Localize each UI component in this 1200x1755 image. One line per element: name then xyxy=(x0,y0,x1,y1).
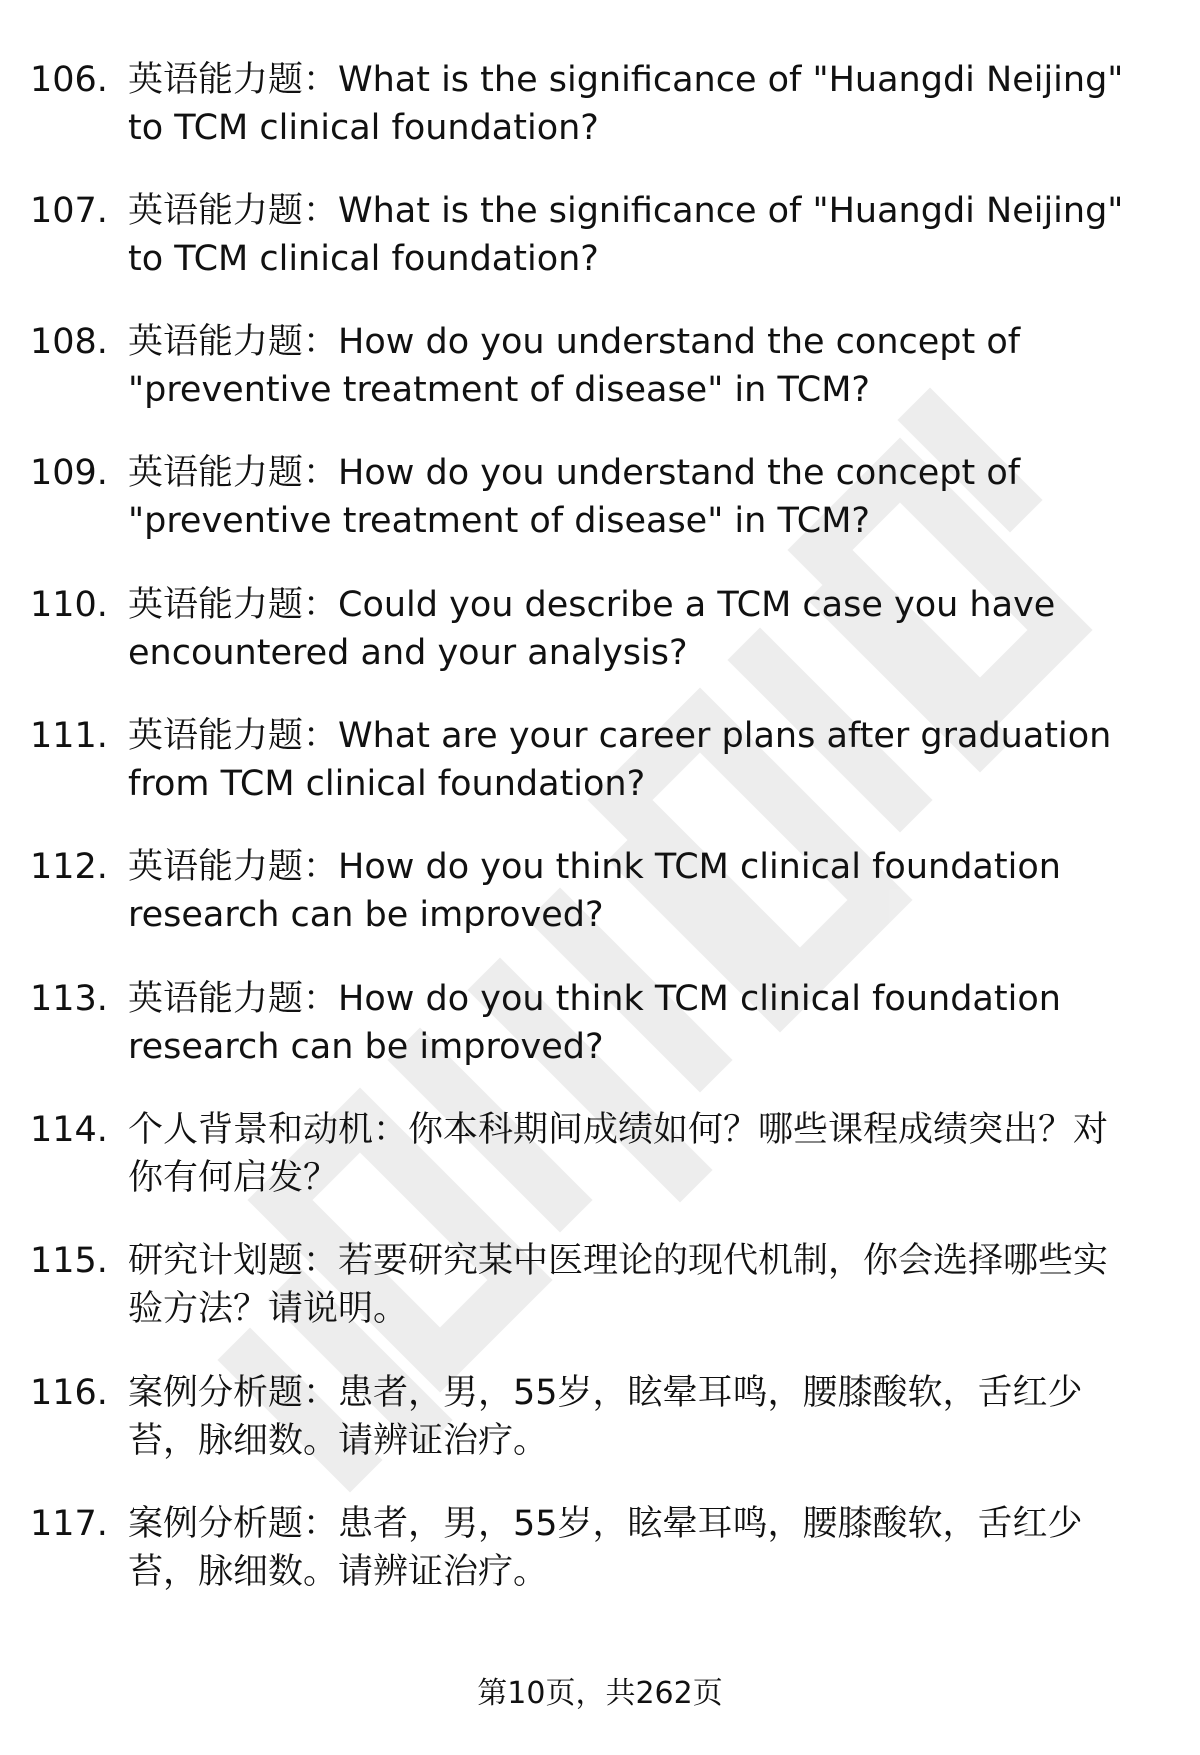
question-item-111 xyxy=(0,712,1200,832)
question-text-line-1: 案例分析题：患者，男，55岁，眩晕耳鸣，腰膝酸软，舌红少 xyxy=(128,1373,1083,1413)
question-number: 110. xyxy=(30,585,108,625)
question-number: 115. xyxy=(30,1241,108,1281)
page-number-footer: 第10页，共262页 xyxy=(477,1676,723,1711)
question-number: 113. xyxy=(30,979,108,1019)
question-text-line-2: research can be improved? xyxy=(128,1027,604,1067)
question-text-line-2: to TCM clinical foundation? xyxy=(128,108,599,148)
question-number: 108. xyxy=(30,322,108,362)
question-number: 106. xyxy=(30,60,108,100)
question-text-line-1: 英语能力题：What is the significance of "Huangdi Neijing" xyxy=(128,191,1124,231)
question-item-114 xyxy=(0,1106,1200,1226)
question-item-116 xyxy=(0,1369,1200,1489)
question-text-line-2: from TCM clinical foundation? xyxy=(128,764,646,804)
question-text-line-1: 案例分析题：患者，男，55岁，眩晕耳鸣，腰膝酸软，舌红少 xyxy=(128,1504,1083,1544)
question-item-107 xyxy=(0,187,1200,307)
question-number: 117. xyxy=(30,1504,108,1544)
question-number: 114. xyxy=(30,1110,108,1150)
question-text-line-1: 英语能力题：What are your career plans after graduation xyxy=(128,716,1112,756)
question-text-line-2: 苔，脉细数。请辨证治疗。 xyxy=(128,1421,549,1461)
question-item-106 xyxy=(0,56,1200,176)
question-number: 111. xyxy=(30,716,108,756)
question-text-line-2: 验方法？请说明。 xyxy=(128,1289,409,1329)
question-item-117 xyxy=(0,1500,1200,1620)
question-text-line-1: 英语能力题：How do you think TCM clinical foundation xyxy=(128,847,1061,887)
question-number: 112. xyxy=(30,847,108,887)
question-text-line-1: 英语能力题：What is the significance of "Huangdi Neijing" xyxy=(128,60,1124,100)
question-text-line-1: 英语能力题：Could you describe a TCM case you have xyxy=(128,585,1056,625)
question-text-line-1: 英语能力题：How do you understand the concept of xyxy=(128,322,1021,362)
question-text-line-2: 你有何启发？ xyxy=(128,1158,339,1198)
question-text-line-1: 英语能力题：How do you think TCM clinical foundation xyxy=(128,979,1061,1019)
question-text-line-1: 研究计划题：若要研究某中医理论的现代机制，你会选择哪些实 xyxy=(128,1241,1109,1281)
question-item-113 xyxy=(0,975,1200,1095)
question-number: 116. xyxy=(30,1373,108,1413)
question-number: 109. xyxy=(30,453,108,493)
question-text-line-2: "preventive treatment of disease" in TCM? xyxy=(128,370,871,410)
question-text-line-1: 英语能力题：How do you understand the concept of xyxy=(128,453,1021,493)
question-text-line-2: encountered and your analysis? xyxy=(128,633,688,673)
question-text-line-2: to TCM clinical foundation? xyxy=(128,239,599,279)
question-number: 107. xyxy=(30,191,108,231)
question-item-108 xyxy=(0,318,1200,438)
question-item-115 xyxy=(0,1237,1200,1357)
question-text-line-2: "preventive treatment of disease" in TCM? xyxy=(128,501,871,541)
question-item-112 xyxy=(0,843,1200,963)
question-text-line-2: 苔，脉细数。请辨证治疗。 xyxy=(128,1552,549,1592)
question-item-110 xyxy=(0,581,1200,701)
question-text-line-2: research can be improved? xyxy=(128,895,604,935)
question-text-line-1: 个人背景和动机：你本科期间成绩如何？哪些课程成绩突出？对 xyxy=(128,1110,1109,1150)
question-item-109 xyxy=(0,449,1200,569)
